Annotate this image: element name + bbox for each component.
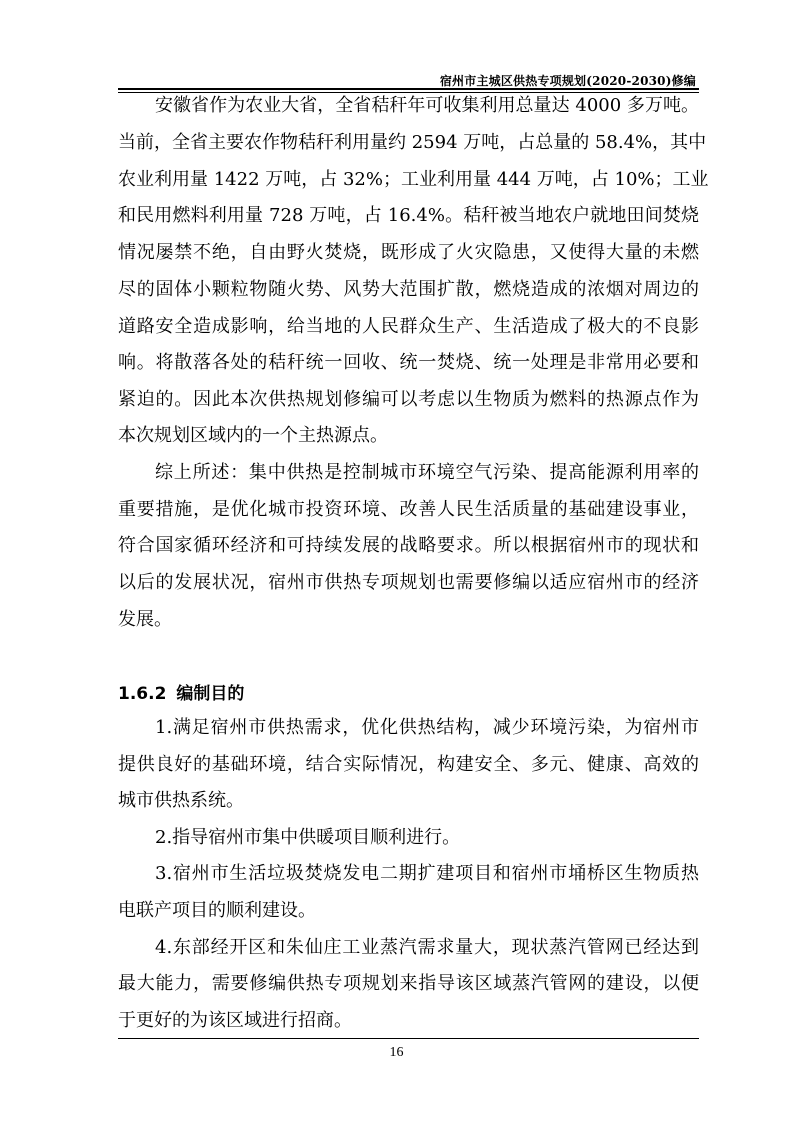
purpose-line: 于更好的为该区域进行招商。: [118, 1010, 352, 1031]
paragraph-line: 以后的发展状况，宿州市供热专项规划也需要修编以适应宿州市的经济: [118, 572, 699, 593]
purpose-line: 最大能力，需要修编供热专项规划来指导该区域蒸汽管网的建设，以便: [118, 973, 699, 994]
purpose-line: 3.宿州市生活垃圾焚烧发电二期扩建项目和宿州市埇桥区生物质热: [155, 863, 699, 884]
paragraph-line: 农业利用量 1422 万吨，占 32%；工业利用量 444 万吨，占 10%；工业: [118, 169, 709, 190]
paragraph-line: 本次规划区域内的一个主热源点。: [118, 425, 388, 446]
purpose-line: 4.东部经开区和朱仙庄工业蒸汽需求量大，现状蒸汽管网已经达到: [155, 937, 699, 958]
paragraph-line: 符合国家循环经济和可持续发展的战略要求。所以根据宿州市的现状和: [118, 535, 699, 556]
section-title: 编制目的: [176, 684, 245, 704]
paragraph-line: 和民用燃料利用量 728 万吨，占 16.4%。秸秆被当地农户就地田间焚烧: [118, 205, 699, 226]
header-title: 宿州市主城区供热专项规划(2020-2030)修编: [439, 74, 696, 88]
section-heading: [118, 679, 244, 704]
paragraph-line: 综上所述：集中供热是控制城市环境空气污染、提高能源利用率的: [155, 462, 699, 483]
paragraph-line: 重要措施，是优化城市投资环境、改善人民生活质量的基础建设事业，: [118, 499, 699, 520]
purpose-line: 2.指导宿州市集中供暖项目顺利进行。: [155, 827, 461, 848]
paragraph-line: 紧迫的。因此本次供热规划修编可以考虑以生物质为燃料的热源点作为: [118, 389, 699, 410]
header-rule-thin: [118, 92, 699, 93]
purpose-line: 1.满足宿州市供热需求，优化供热结构，减少环境污染，为宿州市: [155, 717, 699, 738]
paragraph-line: 安徽省作为农业大省，全省秸秆年可收集利用总量达 4000 多万吨。: [155, 95, 699, 116]
purpose-line: 提供良好的基础环境，结合实际情况，构建安全、多元、健康、高效的: [118, 754, 699, 775]
page-number: 16: [389, 1045, 404, 1060]
paragraph-line: 情况屡禁不绝，自由野火焚烧，既形成了火灾隐患，又使得大量的未燃: [118, 242, 699, 263]
paragraph-line: 道路安全造成影响，给当地的人民群众生产、生活造成了极大的不良影: [118, 316, 699, 337]
purpose-line: 电联产项目的顺利建设。: [118, 900, 316, 921]
purpose-line: 城市供热系统。: [118, 790, 244, 811]
header-rule-thick: [118, 88, 699, 90]
paragraph-line: 当前，全省主要农作物秸秆利用量约 2594 万吨，占总量的 58.4%，其中: [118, 132, 707, 153]
paragraph-line: 发展。: [118, 609, 172, 630]
footer-rule: [118, 1038, 699, 1039]
section-number: 1.6.2: [118, 684, 167, 704]
paragraph-line: 响。将散落各处的秸秆统一回收、统一焚烧、统一处理是非常用必要和: [118, 352, 699, 373]
paragraph-line: 尽的固体小颗粒物随火势、风势大范围扩散，燃烧造成的浓烟对周边的: [118, 279, 699, 300]
